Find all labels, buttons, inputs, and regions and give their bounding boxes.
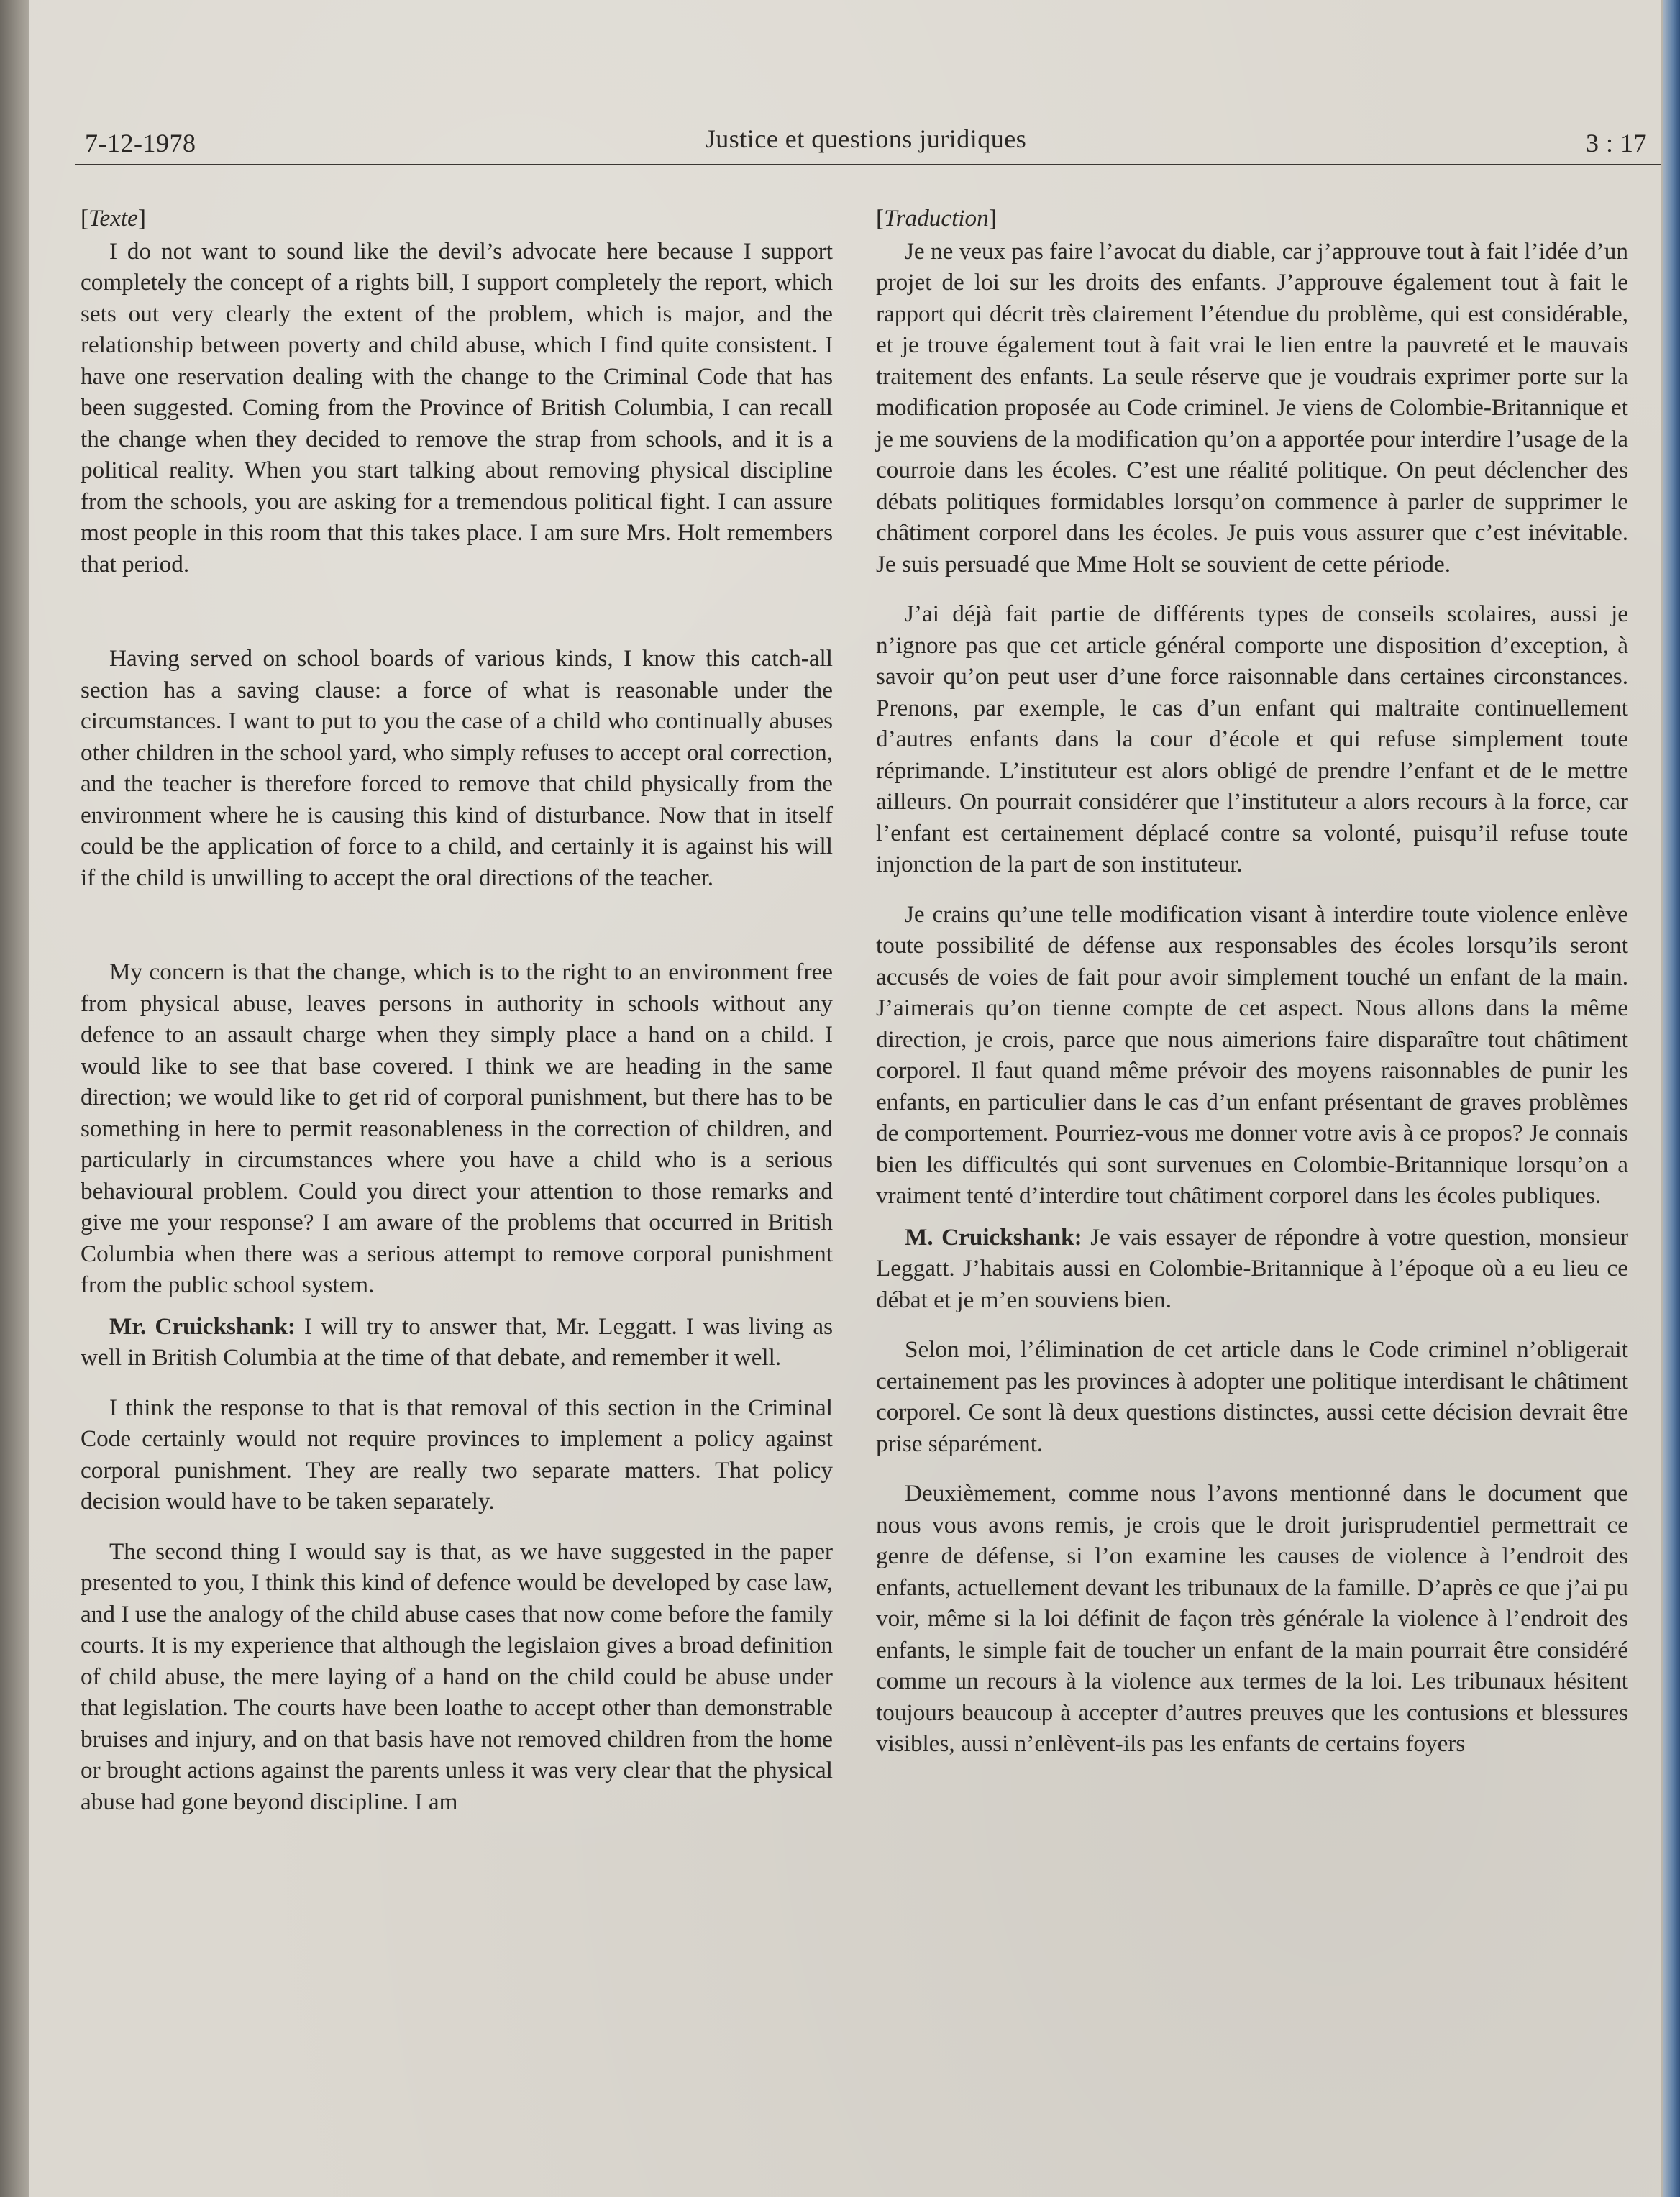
paragraph-en-5: I think the response to that is that removal of this section in the Criminal Code certainly would not require provinces to implement a policy against corporal punishment. They are really two separate matters. That policy decision would have to be taken separately. <box>81 1394 833 1515</box>
paragraph-fr-4-text: Je vais essayer de répondre à votre question, monsieur Leggatt. J’habitais aussi en Colombie-Britannique à l’époque où a eu lieu ce débat et je m’en souviens bien. <box>876 1223 1629 1313</box>
running-head <box>85 124 1647 160</box>
paragraph-en-6: The second thing I would say is that, as we have suggested in the paper presented to you, I think this kind of defence would be developed by case law, and I use the analogy of the child abuse cases that now come before the family courts. It is my experience that although the legislaion gives a broad definition of child abuse, the mere laying of a hand on the child could be abuse under that legislation. The courts have been loathe to accept other than demonstrable bruises and injury, and on that basis have not removed children from the home or brought actions against the parents unless it was very clear that the physical abuse had gone beyond discipline. I am <box>81 1538 833 1815</box>
column-english <box>81 203 833 1817</box>
paragraph-fr-4 <box>876 1222 1628 1316</box>
header-date: 7-12-1978 <box>85 129 196 157</box>
paragraph-fr-5: Selon moi, l’élimination de cet article dans le Code criminel n’obligerait certainement pas les provinces à adopter une politique interdisant le châtiment corporel. Ce sont là deux questions distinctes, aussi cette décision devrait être prise séparément. <box>876 1336 1628 1457</box>
paragraph-en-2: Having served on school boards of various kinds, I know this catch-all section has a saving clause: a force of what is reasonable under the circumstances. I want to put to you the case of a child who continually abuses other children in the school yard, who simply refuses to accept oral correction, and the teacher is therefore forced to remove that child physically from the environment where he is causing this kind of disturbance. Now that in itself could be the application of force to a child, and certainly it is against his will if the child is unwilling to accept the oral directions of the teacher. <box>81 645 833 891</box>
paragraph-en-4-text: I will try to answer that, Mr. Leggatt. I was living as well in British Columbia at the time of that debate, and remember it well. <box>81 1312 833 1371</box>
label-french-text: Traduction <box>884 205 989 232</box>
paragraph-fr-2: J’ai déjà fait partie de différents types de conseils scolaires, aussi je n’ignore pas que cet article général comporte une disposition d’exception, à savoir qu’on peut user d’une force raisonnable dans certaines circonstances. Prenons, par exemple, le cas d’un enfant qui maltraite continuellement d’autres enfants dans la cour d’école et qui refuse simplement toute réprimande. L’instituteur est alors obligé de prendre l’enfant et de le mettre ailleurs. On pourrait considérer que l’instituteur a alors recours à la force, car l’enfant est certainement déplacé contre sa volonté, puisqu’il refuse toute injonction de la part de son instituteur. <box>876 600 1628 877</box>
paragraph-en-4 <box>81 1311 833 1374</box>
speaker-en: Mr. Cruickshank: <box>109 1312 296 1340</box>
speaker-fr: M. Cruickshank: <box>905 1223 1082 1251</box>
paragraph-fr-6: Deuxièmement, comme nous l’avons mentionné dans le document que nous vous avons remis, je crois que le droit jurisprudentiel permettrait ce genre de défense, si l’on examine les causes de violence à l’endroit des enfants, actuellement devant les tribunaux de la famille. D’après ce que j’ai pu voir, même si la loi définit de façon très générale la violence à l’endroit des enfants, le simple fait de toucher un enfant de la main pourrait être considéré comme un recours à la violence aux termes de la loi. Les tribunaux hésitent toujours beaucoup à accepter d’autres preuves que les contusions et blessures visibles, aussi n’enlèvent-ils pas les enfants de certains foyers <box>876 1480 1628 1757</box>
header-page-number: 3 : 17 <box>1585 129 1647 157</box>
paragraph-fr-1: Je ne veux pas faire l’avocat du diable, car j’approuve tout à fait l’idée d’un projet de loi sur les droits des enfants. J’approuve également tout à fait le rapport qui décrit très clairement l’étendue du problème, qui est considérable, et je trouve également tout à fait vrai le lien entre la pauvreté et le mauvais traitement des enfants. La seule réserve que je voudrais exprimer porte sur la modification proposée au Code criminel. Je viens de Colombie-Britannique et je me souviens de la modification qu’on a apportée pour interdire l’usage de la courroie dans les écoles. C’est une réalité politique. On peut déclencher des débats politiques formidables lorsqu’on commence à parler de supprimer le châtiment corporel dans les écoles. Je puis vous assurer que c’est inévitable. Je suis persuadé que Mme Holt se souvient de cette période. <box>876 237 1628 577</box>
page <box>29 0 1661 2197</box>
header-title: Justice et questions juridiques <box>705 124 1027 153</box>
header-rule <box>75 164 1661 165</box>
label-english-text: Texte <box>88 205 138 232</box>
paragraph-en-3: My concern is that the change, which is to the right to an environment free from physical abuse, leaves persons in authority in schools without any defence to an assault charge when they simply place a hand on a child. I would like to see that base covered. I think we are heading in the same direction; we would like to get rid of corporal punishment, but there has to be something in here to permit reasonableness in the correction of children, and particularly in circumstances where you have a child who is a serious behavioural problem. Could you direct your attention to those remarks and give me your response? I am aware of the problems that occurred in British Columbia when there was a serious attempt to remove corporal punishment from the public school system. <box>81 959 833 1298</box>
scan-edge-right <box>1663 0 1680 2197</box>
paragraph-en-1: I do not want to sound like the devil’s advocate here because I support completely the concept of a rights bill, I support completely the report, which sets out very clearly the extent of the problem, which is major, and the relationship between poverty and child abuse, which I find quite consistent. I have one reservation dealing with the change to the Criminal Code that has been suggested. Coming from the Province of British Columbia, I can recall the change when they decided to remove the strap from schools, and it is a political reality. When you start talking about removing physical discipline from the schools, you are asking for a tremendous political fight. I can assure most people in this room that this takes place. I am sure Mrs. Holt remembers that period. <box>81 237 833 577</box>
column-french <box>876 203 1628 1760</box>
label-french: [Traduction] <box>876 205 997 232</box>
paragraph-fr-3: Je crains qu’une telle modification visant à interdire toute violence enlève toute possibilité de défense aux responsables des écoles lorsqu’ils seront accusés de voies de fait pour avoir simplement touché un enfant de la main. J’aimerais qu’on tienne compte de cet aspect. Nous allons dans la même direction, je crois, parce que nous aimerions faire disparaître tout châtiment corporel. Il faut quand même prévoir des moyens raisonnables de punir les enfants, en particulier dans le cas d’un enfant présentant de graves problèmes de comportement. Pourriez-vous me donner votre avis à ce propos? Je connais bien les difficultés qui sont survenues en Colombie-Britannique lorsqu’on a vraiment tenté d’interdire tout châtiment corporel dans les écoles publiques. <box>876 900 1628 1209</box>
label-english: [Texte] <box>81 205 146 232</box>
